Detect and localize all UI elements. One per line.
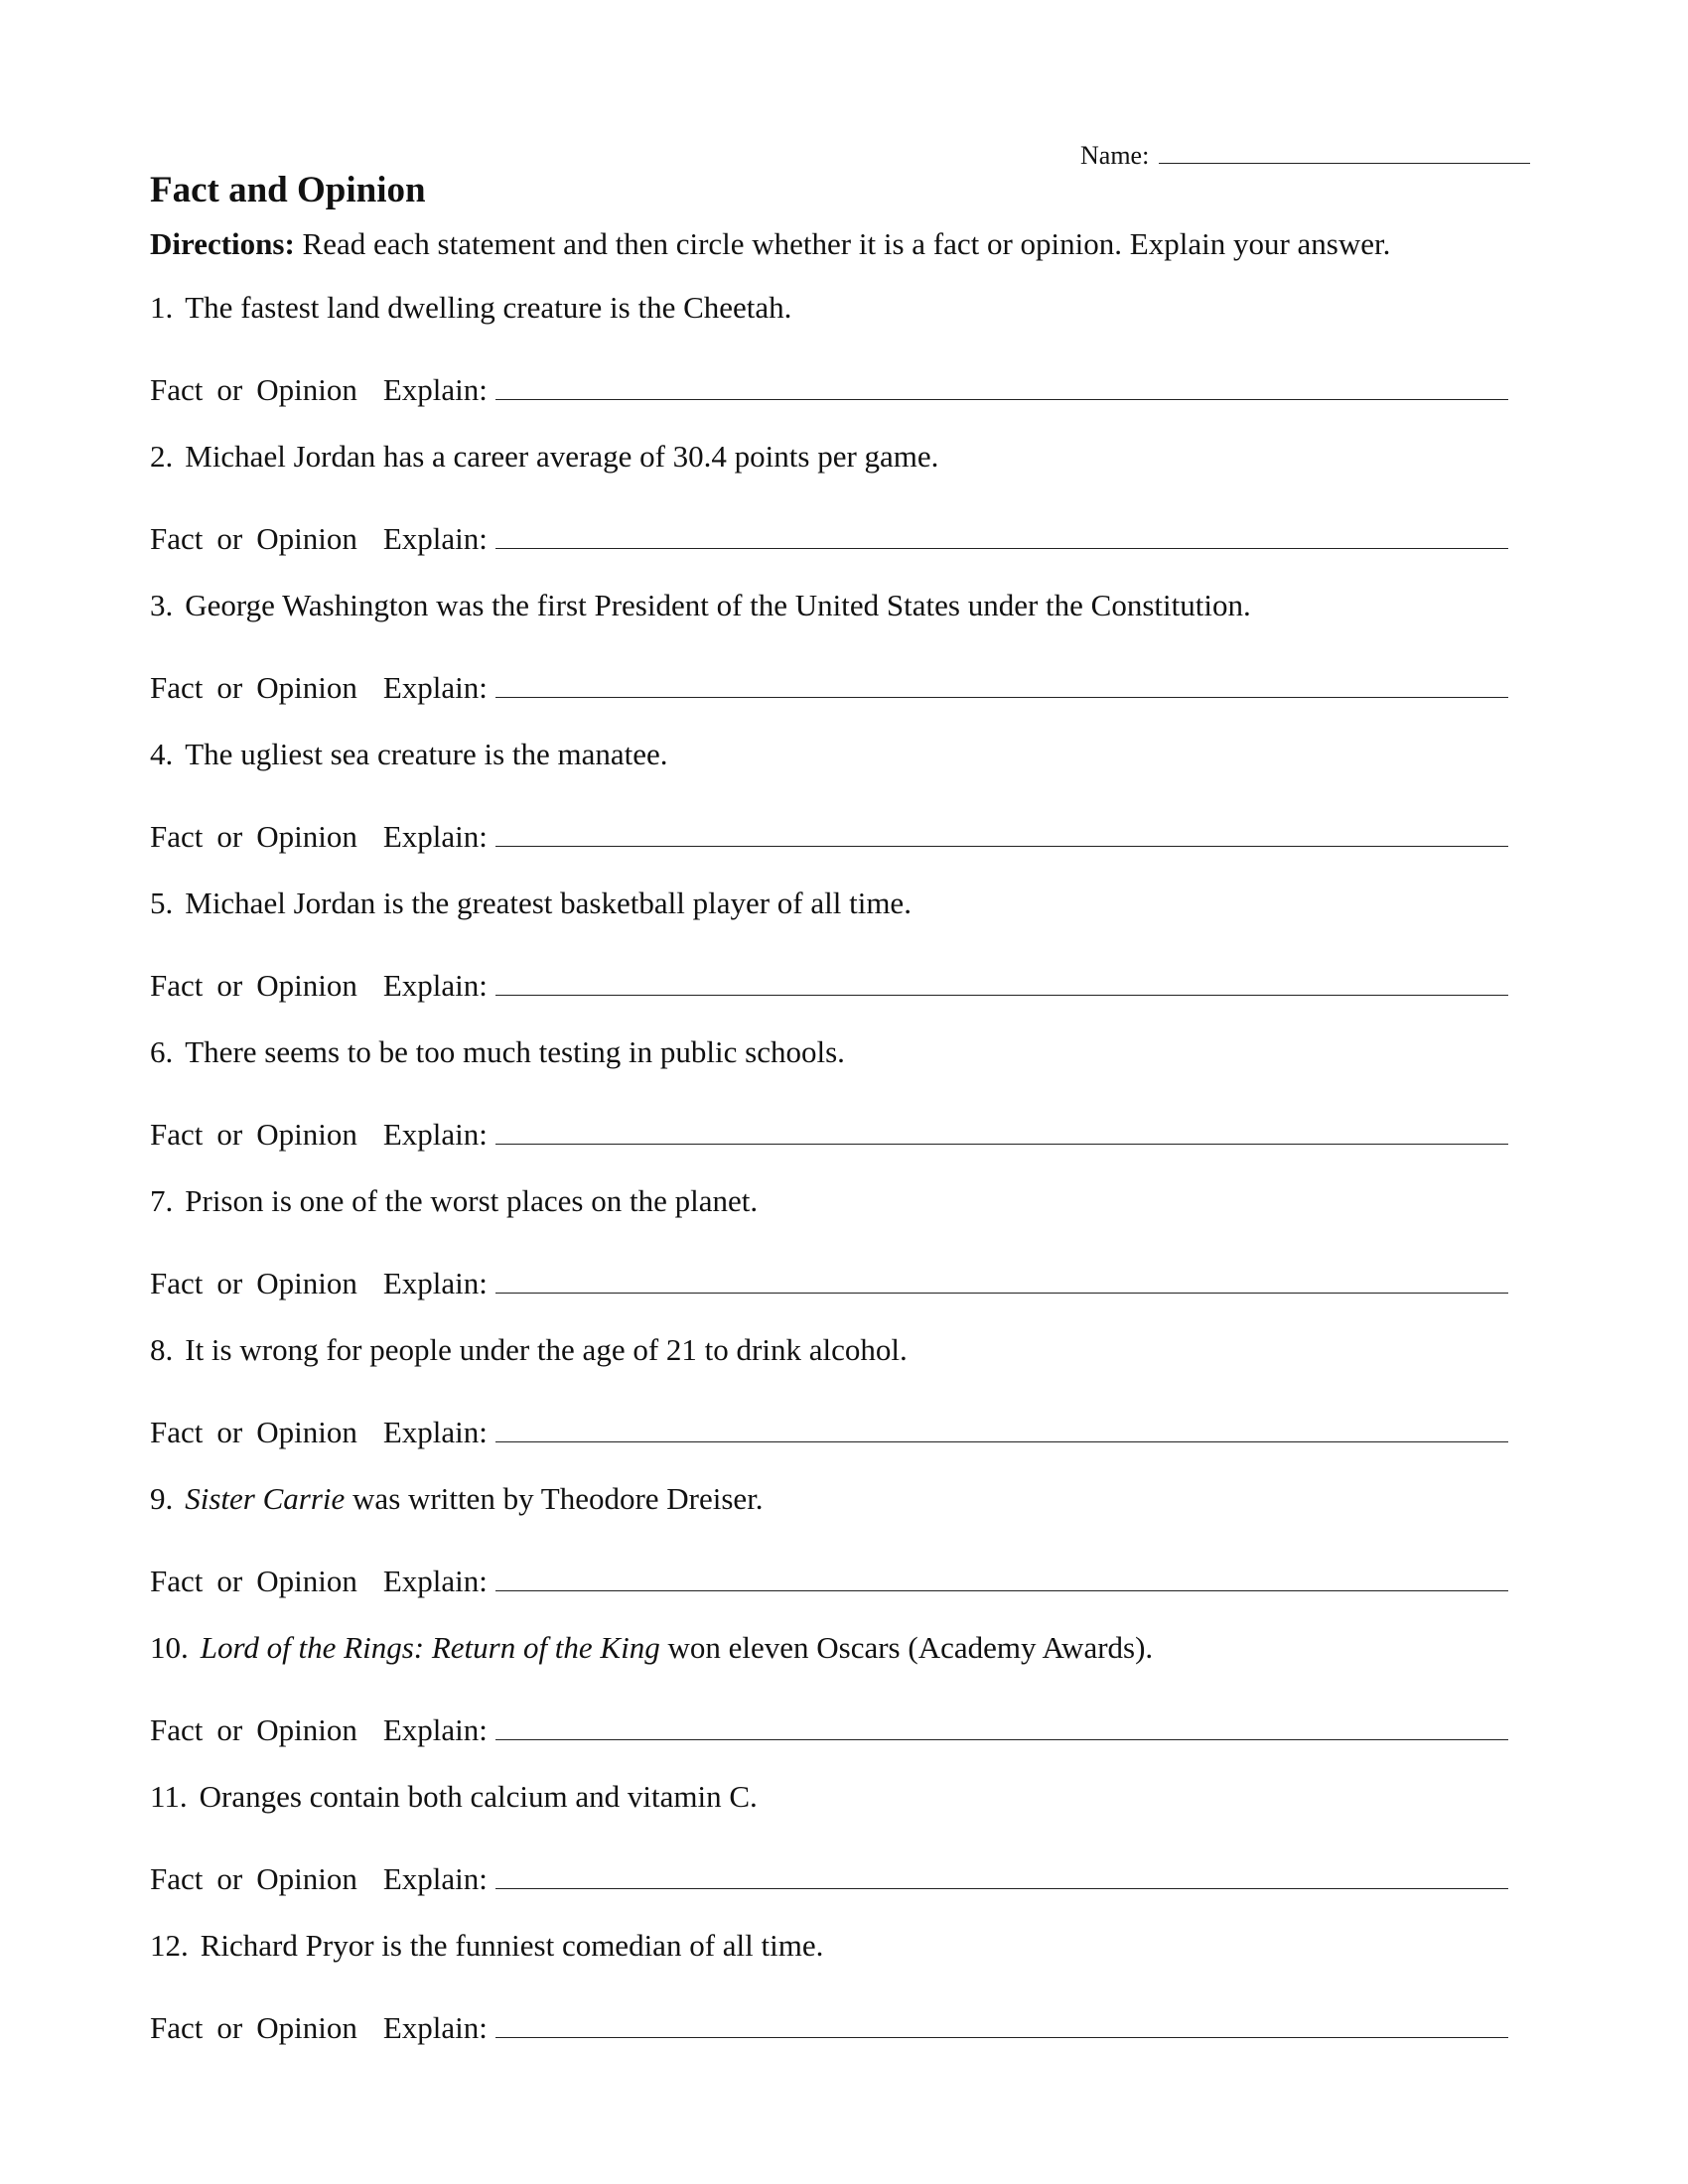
question-number: 12.: [150, 1928, 189, 1963]
question-statement: [150, 437, 938, 477]
answer-row: [150, 365, 1508, 405]
answer-row: [150, 1408, 1508, 1447]
fact-option[interactable]: Fact: [150, 1712, 204, 1747]
explain-answer-line[interactable]: [495, 663, 1508, 698]
explain-label: Explain:: [382, 670, 488, 705]
explain-answer-line[interactable]: [495, 1259, 1508, 1294]
question-statement: [150, 288, 791, 328]
answer-row: [150, 514, 1508, 554]
fact-option[interactable]: Fact: [150, 2010, 204, 2045]
question-item: [150, 1032, 1540, 1181]
answer-row: [150, 1557, 1508, 1596]
answer-row: [150, 1706, 1508, 1745]
fact-option[interactable]: Fact: [150, 1266, 204, 1300]
explain-label: Explain:: [382, 1415, 488, 1449]
answer-row: [150, 1854, 1508, 1894]
answer-row: [150, 2003, 1508, 2043]
question-item: [150, 437, 1540, 586]
fact-option[interactable]: Fact: [150, 1564, 204, 1598]
explain-label: Explain:: [382, 372, 488, 407]
or-separator: or: [216, 1117, 243, 1152]
question-text: was written by Theodore Dreiser.: [345, 1481, 764, 1516]
explain-label: Explain:: [382, 1266, 488, 1300]
question-item: [150, 1777, 1540, 1926]
explain-answer-line[interactable]: [495, 1557, 1508, 1591]
opinion-option[interactable]: Opinion: [256, 1415, 357, 1449]
question-statement: [150, 1628, 1153, 1668]
question-number: 7.: [150, 1183, 174, 1218]
question-item: [150, 1628, 1540, 1777]
question-text: Michael Jordan is the greatest basketball player of all time.: [185, 886, 912, 920]
question-statement: [150, 884, 912, 923]
answer-row: [150, 812, 1508, 852]
explain-label: Explain:: [382, 1861, 488, 1896]
question-list: [150, 288, 1540, 2075]
question-number: 1.: [150, 290, 174, 325]
question-number: 5.: [150, 886, 174, 920]
question-item: [150, 735, 1540, 884]
fact-option[interactable]: Fact: [150, 1117, 204, 1152]
explain-answer-line[interactable]: [495, 365, 1508, 400]
or-separator: or: [216, 670, 243, 705]
answer-row: [150, 1110, 1508, 1150]
question-statement: [150, 1479, 764, 1519]
opinion-option[interactable]: Opinion: [256, 1712, 357, 1747]
or-separator: or: [216, 1266, 243, 1300]
or-separator: or: [216, 1861, 243, 1896]
fact-option[interactable]: Fact: [150, 968, 204, 1003]
question-text: The fastest land dwelling creature is the Cheetah.: [185, 290, 792, 325]
question-statement: [150, 1777, 758, 1817]
question-statement: [150, 1926, 823, 1966]
question-item: [150, 586, 1540, 735]
question-text: won eleven Oscars (Academy Awards).: [659, 1630, 1154, 1665]
question-item: [150, 1330, 1540, 1479]
explain-answer-line[interactable]: [495, 1706, 1508, 1740]
explain-label: Explain:: [382, 1564, 488, 1598]
explain-answer-line[interactable]: [495, 961, 1508, 996]
fact-option[interactable]: Fact: [150, 1415, 204, 1449]
question-title-italic: Lord of the Rings: Return of the King: [200, 1630, 660, 1665]
question-number: 9.: [150, 1481, 174, 1516]
or-separator: or: [216, 819, 243, 854]
name-field-row: [1080, 135, 1530, 171]
directions-text: Read each statement and then circle whether it is a fact or opinion. Explain your answer.: [302, 226, 1391, 261]
explain-label: Explain:: [382, 1117, 488, 1152]
question-title-italic: Sister Carrie: [185, 1481, 346, 1516]
opinion-option[interactable]: Opinion: [256, 1117, 357, 1152]
question-item: [150, 1926, 1540, 2075]
opinion-option[interactable]: Opinion: [256, 1564, 357, 1598]
opinion-option[interactable]: Opinion: [256, 670, 357, 705]
explain-answer-line[interactable]: [495, 514, 1508, 549]
question-item: [150, 288, 1540, 437]
question-text: It is wrong for people under the age of 21 to drink alcohol.: [185, 1332, 908, 1367]
question-text: Oranges contain both calcium and vitamin C.: [199, 1779, 758, 1814]
fact-option[interactable]: Fact: [150, 372, 204, 407]
name-blank-line[interactable]: [1159, 135, 1530, 164]
question-number: 3.: [150, 588, 174, 622]
question-statement: [150, 735, 668, 774]
fact-option[interactable]: Fact: [150, 819, 204, 854]
question-text: George Washington was the first President of the United States under the Constitution.: [185, 588, 1251, 622]
explain-label: Explain:: [382, 2010, 488, 2045]
question-statement: [150, 586, 1251, 625]
answer-row: [150, 961, 1508, 1001]
or-separator: or: [216, 521, 243, 556]
or-separator: or: [216, 968, 243, 1003]
question-item: [150, 1181, 1540, 1330]
question-number: 6.: [150, 1034, 174, 1069]
or-separator: or: [216, 372, 243, 407]
question-number: 8.: [150, 1332, 174, 1367]
fact-option[interactable]: Fact: [150, 1861, 204, 1896]
question-statement: [150, 1330, 908, 1370]
explain-label: Explain:: [382, 968, 488, 1003]
question-number: 11.: [150, 1779, 188, 1814]
opinion-option[interactable]: Opinion: [256, 521, 357, 556]
explain-label: Explain:: [382, 819, 488, 854]
or-separator: or: [216, 1415, 243, 1449]
explain-label: Explain:: [382, 521, 488, 556]
question-text: There seems to be too much testing in public schools.: [185, 1034, 845, 1069]
question-text: Richard Pryor is the funniest comedian of all time.: [200, 1928, 824, 1963]
question-text: The ugliest sea creature is the manatee.: [185, 737, 668, 771]
or-separator: or: [216, 1712, 243, 1747]
answer-row: [150, 1259, 1508, 1298]
explain-label: Explain:: [382, 1712, 488, 1747]
question-statement: [150, 1181, 758, 1221]
question-item: [150, 884, 1540, 1032]
question-statement: [150, 1032, 845, 1072]
or-separator: or: [216, 1564, 243, 1598]
answer-row: [150, 663, 1508, 703]
opinion-option[interactable]: Opinion: [256, 2010, 357, 2045]
question-text: Michael Jordan has a career average of 30.4 points per game.: [185, 439, 939, 474]
explain-answer-line[interactable]: [495, 812, 1508, 847]
question-number: 10.: [150, 1630, 189, 1665]
explain-answer-line[interactable]: [495, 1110, 1508, 1145]
question-number: 2.: [150, 439, 174, 474]
opinion-option[interactable]: Opinion: [256, 1266, 357, 1300]
page-title: Fact and Opinion: [150, 170, 426, 210]
fact-option[interactable]: Fact: [150, 521, 204, 556]
or-separator: or: [216, 2010, 243, 2045]
opinion-option[interactable]: Opinion: [256, 1861, 357, 1896]
fact-option[interactable]: Fact: [150, 670, 204, 705]
explain-answer-line[interactable]: [495, 2003, 1508, 2038]
directions: [150, 226, 1390, 262]
question-number: 4.: [150, 737, 174, 771]
opinion-option[interactable]: Opinion: [256, 819, 357, 854]
explain-answer-line[interactable]: [495, 1854, 1508, 1889]
name-label: Name:: [1080, 141, 1150, 170]
directions-label: Directions:: [150, 226, 295, 261]
explain-answer-line[interactable]: [495, 1408, 1508, 1442]
opinion-option[interactable]: Opinion: [256, 968, 357, 1003]
question-item: [150, 1479, 1540, 1628]
opinion-option[interactable]: Opinion: [256, 372, 357, 407]
question-text: Prison is one of the worst places on the planet.: [185, 1183, 759, 1218]
